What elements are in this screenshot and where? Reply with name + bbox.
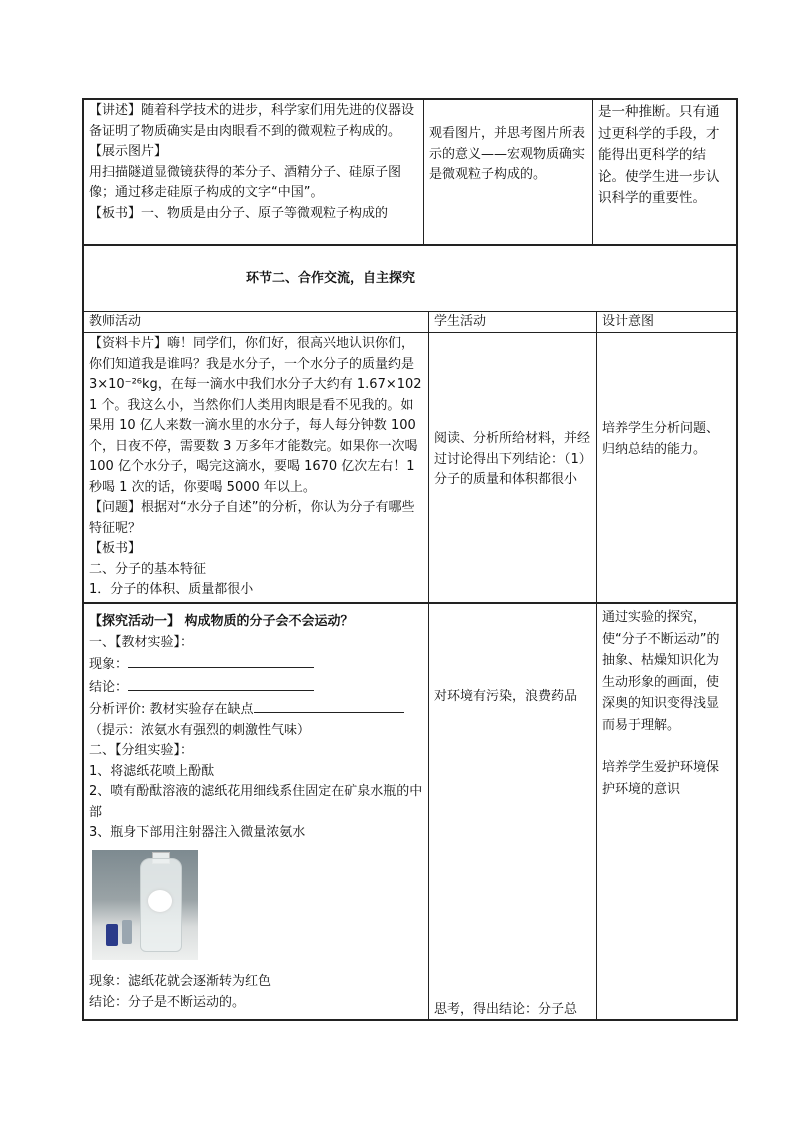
step-item: 2、喷有酚酞溶液的滤纸花用细线系住固定在矿泉水瓶的中部: [89, 784, 423, 820]
result-phenomenon: 现象：滤纸花就会逐渐转为红色: [89, 974, 272, 989]
row2-student-text: 阅读、分析所给材料，并经过讨论得出下列结论：（1）分子的质量和体积都很小: [434, 431, 591, 487]
header-design: [597, 312, 736, 332]
analysis-label: 分析评价: 教材实验存在缺点: [89, 702, 254, 717]
header-teacher: [84, 312, 428, 332]
activity-question: 构成物质的分子会不会运动？: [180, 614, 354, 629]
step-item: 1、将滤纸花喷上酚酞: [89, 763, 215, 779]
header-teacher-text: 教师活动: [89, 314, 142, 329]
experiment-photo: [92, 850, 198, 960]
row2-teacher-line: 【资料卡片】嗨！同学们，你们好，很高兴地认识你们，你们知道我是谁吗？我是水分子，一个水分子的质量约是 3×10⁻²⁶kg，在每一滴水中我们水分子大约有 1.67×1021 个。我这么小，当然你们人类用肉眼是看不见我的。如果用 10 亿人来数一滴水里的水分子，每人每分钟数 100 个，日夜不停，需要数 3 万多年才能数完。如果你一次喝 100 亿个水分子，喝完这滴水，要喝 1670 亿次左右！1 秒喝 1 次的话，你要喝 5000 年以上。: [89, 336, 422, 495]
section-title-text: 环节二、合作交流，自主探究: [246, 271, 416, 286]
result-conclusion: 结论：分子是不断运动的。: [89, 995, 246, 1010]
row1-student-cell: [424, 122, 592, 232]
row3-teacher-cell: [84, 604, 428, 1021]
phenomenon-blank: [128, 653, 314, 668]
syringe: [122, 920, 132, 944]
activity-label: 【探究活动一】: [89, 614, 181, 629]
analysis-blank: [254, 698, 404, 713]
row3-design-text-1: 通过实验的探究，使“分子不断运动”的抽象、枯燥知识化为生动形象的画面，使深奥的知识变得浅显而易于理解。: [602, 610, 720, 733]
row1-design-cell: [593, 100, 736, 244]
row3-student-bottom-cell: [429, 998, 596, 1020]
analysis-line: [89, 698, 423, 721]
row2-teacher-cell: [84, 333, 428, 602]
section-title: [84, 246, 736, 311]
conclusion-blank: [128, 676, 314, 691]
header-design-text: 设计意图: [602, 314, 655, 329]
conclusion-line: [89, 676, 423, 699]
reagent-bottle: [106, 924, 118, 946]
row3-student-top-cell: [429, 685, 596, 709]
row1-teacher-line: 【讲述】随着科学技术的进步，科学家们用先进的仪器设备证明了物质确实是由肉眼看不到的微观粒子构成的。: [89, 103, 415, 139]
row2-design-text: 培养学生分析问题、归纳总结的能力。: [602, 421, 720, 457]
row1-student-text: 观看图片，并思考图片所表示的意义——宏观物质确实是微观粒子构成的。: [429, 126, 586, 182]
header-student-text: 学生活动: [434, 314, 487, 329]
conclusion-label: 结论：: [89, 679, 129, 695]
lesson-table: [82, 98, 738, 1021]
phenomenon-label: 现象：: [89, 657, 129, 672]
row2-student-cell: [429, 427, 596, 517]
group-exp-label: 二、【分组实验】：: [89, 743, 194, 758]
row1-teacher-line: 【展示图片】: [89, 144, 168, 159]
row2-teacher-line: 【问题】根据对“水分子自述”的分析，你认为分子有哪些特征呢？: [89, 500, 415, 536]
step-item: 3、瓶身下部用注射器注入微量浓氨水: [89, 825, 306, 840]
row3-student-top: 对环境有污染，浪费药品: [434, 689, 578, 704]
row1-teacher-cell: [84, 100, 423, 244]
row1-teacher-line: 【板书】一、物质是由分子、原子等微观粒子构成的: [89, 205, 389, 221]
paper-flower: [148, 890, 172, 912]
column-divider: [428, 311, 429, 1021]
row2-design-cell: [597, 417, 736, 477]
row2-teacher-line: 二、分子的基本特征: [89, 561, 207, 577]
hint-line: （提示：浓氨水有强烈的刺激性气味）: [89, 722, 311, 738]
phenomenon-line: [89, 653, 423, 676]
row3-student-bottom: 思考，得出结论：分子总: [434, 1002, 578, 1017]
row1-teacher-line: 用扫描隧道显微镜获得的苯分子、酒精分子、硅原子图像；通过移走硅原子构成的文字“中国”。: [89, 164, 402, 200]
row3-design-text-2: 培养学生爱护环境保护环境的意识: [602, 760, 720, 797]
activity-heading: [89, 612, 423, 633]
row1-design-text: 是一种推断。只有通过更科学的手段，才能得出更科学的结论。使学生进一步认识科学的重要性。: [598, 104, 720, 206]
row2-teacher-line: 1．分子的体积、质量都很小: [89, 582, 254, 597]
header-student: [429, 312, 596, 332]
textbook-exp-label: 一、【教材实验】：: [89, 634, 194, 650]
row2-teacher-line: 【板书】: [89, 541, 142, 556]
row3-design-cell: [597, 605, 736, 805]
